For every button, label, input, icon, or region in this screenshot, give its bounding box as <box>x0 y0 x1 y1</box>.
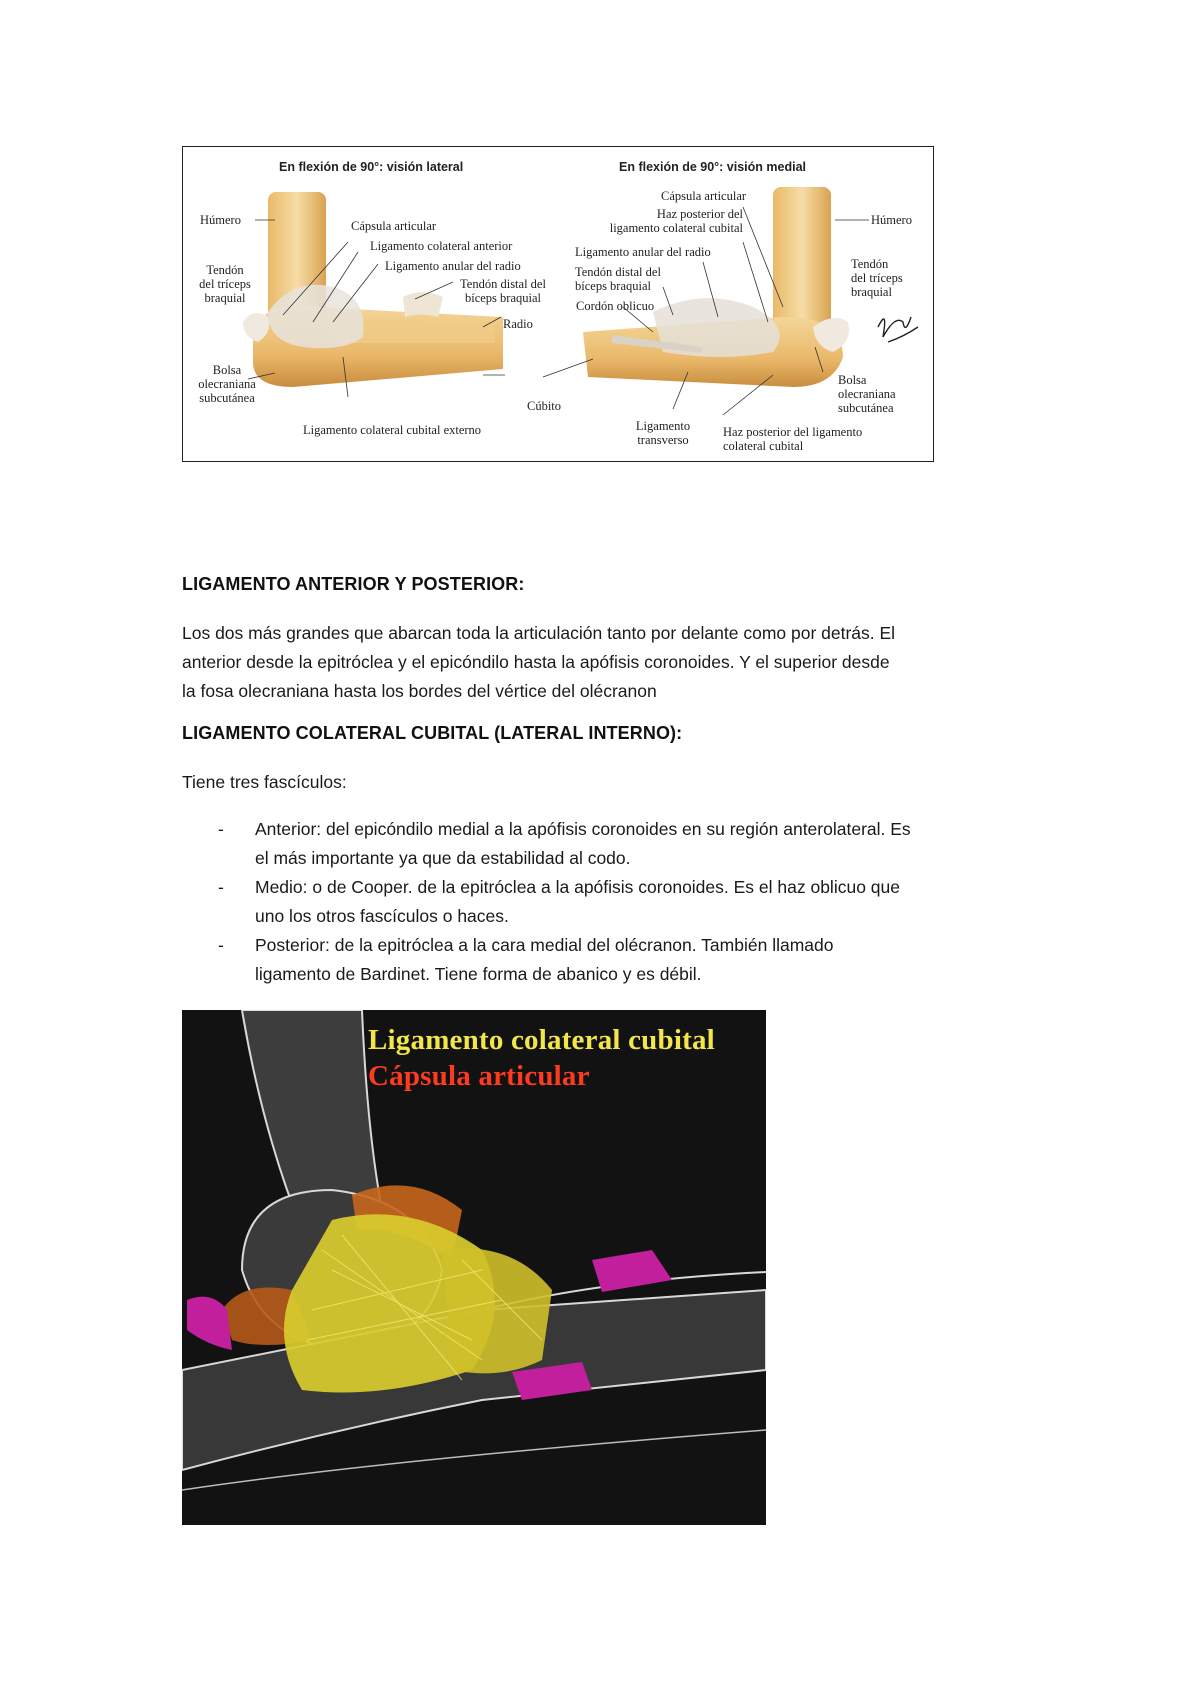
paragraph-anterior-posterior <box>182 619 1032 706</box>
label-line: del tríceps <box>851 271 903 285</box>
medial-view-title: En flexión de 90°: visión medial <box>619 160 806 174</box>
label-line: Bolsa <box>838 373 867 387</box>
list-bullet: - <box>218 819 224 839</box>
label-line: ligamento colateral cubital <box>609 221 743 235</box>
label-tendon-biceps-medial <box>575 265 661 293</box>
paragraph-line: la fosa olecraniana hasta los bordes del vértice del olécranon <box>182 681 657 701</box>
list-line: uno los otros fascículos o haces. <box>255 906 509 926</box>
label-lig-transverso <box>623 419 703 447</box>
intro-text: Tiene tres fascículos: <box>182 772 347 792</box>
section-heading-colateral-cubital: LIGAMENTO COLATERAL CUBITAL (LATERAL INTERNO): <box>182 723 683 743</box>
label-line: Tendón <box>206 263 244 277</box>
label-line: olecraniana <box>838 387 896 401</box>
list-item-text <box>255 815 1045 873</box>
label-humero-lateral: Húmero <box>200 213 241 227</box>
lateral-view-title: En flexión de 90°: visión lateral <box>279 160 464 174</box>
label-line: del tríceps <box>199 277 251 291</box>
section-heading-anterior-posterior: LIGAMENTO ANTERIOR Y POSTERIOR: <box>182 574 525 594</box>
label-line: Tendón <box>851 257 889 271</box>
label-tendon-biceps-lateral <box>443 277 563 305</box>
label-line: Tendón distal del <box>460 277 546 291</box>
label-haz-posterior-ligamento <box>723 425 862 453</box>
label-line: subcutánea <box>199 391 255 405</box>
figure-ligament-drawing <box>182 1010 766 1525</box>
paragraph-line: anterior desde la epitróclea y el epicóndilo hasta la apófisis coronoides. Y el superior desde <box>182 652 890 672</box>
label-tendon-triceps-lateral <box>185 263 265 305</box>
legend-ligamento-colateral: Ligamento colateral cubital <box>368 1024 715 1056</box>
paragraph-line: Los dos más grandes que abarcan toda la articulación tanto por delante como por detrás. El <box>182 623 896 643</box>
label-line: Tendón distal del <box>575 265 661 279</box>
label-line: bíceps braquial <box>575 279 652 293</box>
label-line: colateral cubital <box>723 439 804 453</box>
label-lig-col-externo: Ligamento colateral cubital externo <box>303 423 482 437</box>
label-line: braquial <box>204 291 246 305</box>
label-tendon-triceps-medial <box>851 257 903 299</box>
label-lig-col-anterior: Ligamento colateral anterior <box>370 239 513 253</box>
list-bullet: - <box>218 935 224 955</box>
list-item-text <box>255 931 1045 989</box>
label-line: transverso <box>637 433 689 447</box>
figure-netter-elbow <box>182 146 934 462</box>
signature-mark <box>878 317 918 342</box>
label-cordon-oblicuo: Cordón oblicuo <box>576 299 655 313</box>
list-line: Anterior: del epicóndilo medial a la apófisis coronoides en su región anterolateral. Es <box>255 819 911 839</box>
label-line: Haz posterior del <box>656 207 743 221</box>
list-line: Medio: o de Cooper. de la epitróclea a la apófisis coronoides. Es el haz oblicuo que <box>255 877 900 897</box>
label-line: braquial <box>851 285 892 299</box>
label-line: olecraniana <box>198 377 256 391</box>
list-item-text <box>255 873 1045 931</box>
label-haz-posterior-medial <box>543 207 743 235</box>
list-line: Posterior: de la epitróclea a la cara medial del olécranon. También llamado <box>255 935 834 955</box>
label-bolsa-lateral <box>187 363 267 405</box>
label-lig-anular-lateral: Ligamento anular del radio <box>385 259 521 273</box>
label-capsula-medial: Cápsula articular <box>661 189 747 203</box>
label-radio: Radio <box>503 317 533 331</box>
elbow-illustration <box>183 147 935 463</box>
label-lig-anular-medial: Ligamento anular del radio <box>575 245 711 259</box>
label-line: bíceps braquial <box>464 291 541 305</box>
label-capsula-lateral: Cápsula articular <box>351 219 437 233</box>
list-bullet: - <box>218 877 224 897</box>
label-line: Haz posterior del ligamento <box>723 425 863 439</box>
label-bolsa-medial <box>838 373 896 415</box>
label-humero-medial: Húmero <box>871 213 912 227</box>
label-line: subcutánea <box>838 401 894 415</box>
label-line: Ligamento <box>635 419 691 433</box>
list-line: ligamento de Bardinet. Tiene forma de abanico y es débil. <box>255 964 702 984</box>
label-line: Bolsa <box>212 363 242 377</box>
label-cubito: Cúbito <box>527 399 562 413</box>
legend-capsula-articular: Cápsula articular <box>368 1060 590 1092</box>
list-line: el más importante ya que da estabilidad al codo. <box>255 848 631 868</box>
